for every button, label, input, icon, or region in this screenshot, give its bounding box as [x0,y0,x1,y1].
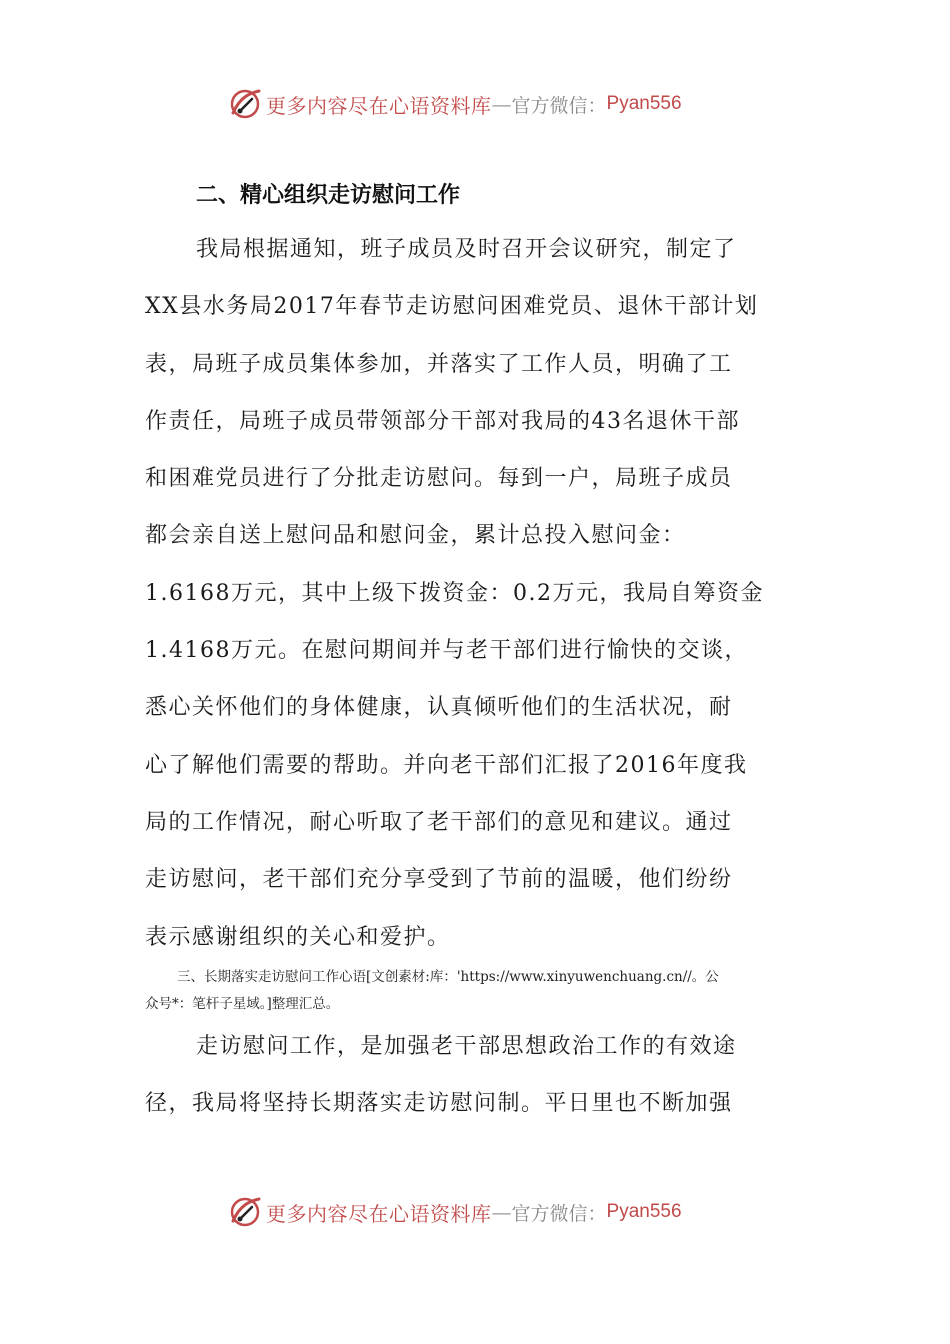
paragraph-line: 都会亲自送上慰问品和慰问金，累计总投入慰问金： [145,523,686,549]
paragraph-line: 1.6168万元，其中上级下拨资金：0.2万元，我局自筹资金 [145,580,764,606]
paragraph-line: 走访慰问工作，是加强老干部思想政治工作的有效途 [196,1034,737,1059]
note-line: 三、长期落实走访慰问工作心语[文创素材:库：'https://www.xinyuwenchuang.cn//。公 [177,969,719,985]
banner-wechat-id: Pyan556 [606,93,682,114]
banner-text: 更多内容尽在心语资料库 [266,1201,492,1226]
header-banner [228,84,748,124]
banner-dash: — [491,1200,512,1224]
paragraph-line: 我局根据通知，班子成员及时召开会议研究，制定了 [196,237,737,262]
banner-wechat-label: 官方微信： [511,94,607,117]
paragraph-line: 走访慰问，老干部们充分享受到了节前的温暖，他们纷纷 [145,867,733,893]
footer-banner [228,1192,748,1232]
banner-wechat-label: 官方微信： [511,1202,607,1225]
section-three-note [145,964,810,1018]
paragraph-line: 心了解他们需要的帮助。并向老干部们汇报了2016年度我 [145,752,748,778]
paragraph-line: XX县水务局2017年春节走访慰问困难党员、退休干部计划 [145,294,759,320]
paragraph-line: 径，我局将坚持长期落实走访慰问制。平日里也不断加强 [145,1091,733,1117]
note-line: 众号*：笔杆子星域。]整理汇总。 [145,996,340,1012]
banner-wechat-id: Pyan556 [606,1201,682,1222]
paragraph-line: 悉心关怀他们的身体健康，认真倾听他们的生活状况，耐 [145,695,733,721]
banner-text: 更多内容尽在心语资料库 [266,93,492,118]
brand-logo-icon [228,1195,262,1229]
paragraph-line: 表示感谢组织的关心和爱护。 [145,924,451,950]
paragraph-line: 表，局班子成员集体参加，并落实了工作人员，明确了工 [145,351,733,377]
paragraph-line: 作责任，局班子成员带领部分干部对我局的43名退休干部 [145,408,740,434]
paragraph-line: 和困难党员进行了分批走访慰问。每到一户，局班子成员 [145,466,733,492]
body-paragraph-3 [145,1018,810,1133]
paragraph-line: 1.4168万元。在慰问期间并与老干部们进行愉快的交谈， [145,638,748,664]
banner-dash: — [491,92,512,116]
paragraph-line: 局的工作情况，耐心听取了老干部们的意见和建议。通过 [145,809,733,835]
section-heading: 二、精心组织走访慰问工作 [196,183,461,208]
body-paragraph-1 [145,221,810,966]
brand-logo-icon [228,87,262,121]
